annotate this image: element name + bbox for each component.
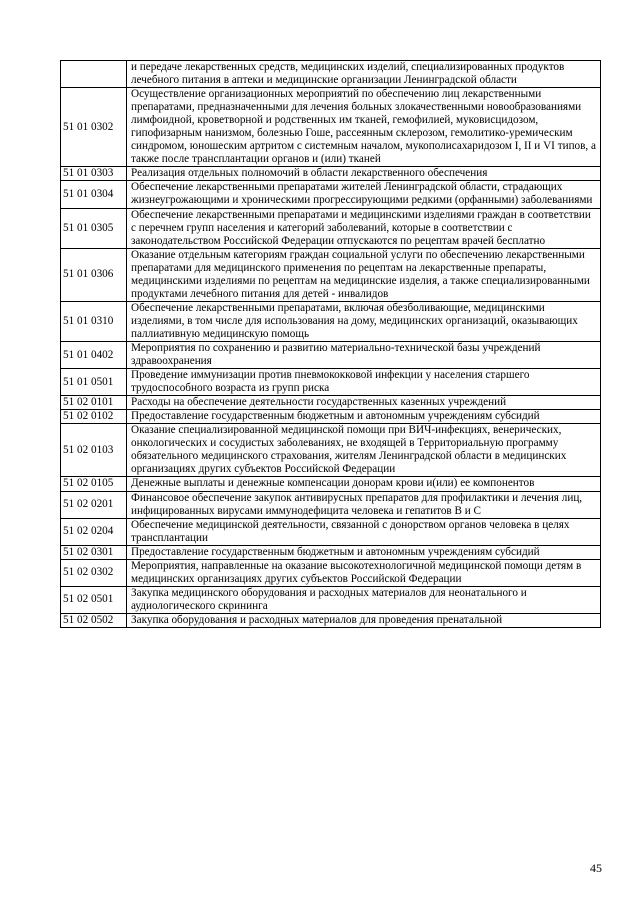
row-code: 51 02 0302 bbox=[61, 559, 127, 586]
row-description: Обеспечение медицинской деятельности, связанной с донорством органов человека в целях трансплантации bbox=[127, 518, 601, 545]
table-row bbox=[61, 181, 601, 208]
table-row bbox=[61, 613, 601, 627]
row-code: 51 02 0502 bbox=[61, 613, 127, 627]
row-code: 51 01 0306 bbox=[61, 248, 127, 301]
row-description: Обеспечение лекарственными препаратами, включая обезболивающие, медицинскими изделиями, в том числе для использования на дому, медицинских организаций, оказывающих паллиативную медицинскую помощь bbox=[127, 301, 601, 341]
row-code: 51 02 0204 bbox=[61, 518, 127, 545]
row-code: 51 02 0501 bbox=[61, 586, 127, 613]
row-description: Закупка медицинского оборудования и расходных материалов для неонатального и аудиологического скрининга bbox=[127, 586, 601, 613]
table-row bbox=[61, 61, 601, 88]
row-code: 51 02 0301 bbox=[61, 545, 127, 559]
table-body bbox=[61, 61, 601, 628]
row-code: 51 01 0402 bbox=[61, 341, 127, 368]
table-row bbox=[61, 410, 601, 424]
table-row bbox=[61, 477, 601, 491]
codes-table bbox=[60, 60, 601, 628]
row-description: и передаче лекарственных средств, медицинских изделий, специализированных продуктов лечебного питания в аптеки и медицинские организации Ленинградской области bbox=[127, 61, 601, 88]
row-description: Предоставление государственным бюджетным и автономным учреждениям субсидий bbox=[127, 410, 601, 424]
table-row bbox=[61, 518, 601, 545]
row-code bbox=[61, 61, 127, 88]
table-row bbox=[61, 88, 601, 167]
page-number: 45 bbox=[590, 861, 602, 875]
row-description: Закупка оборудования и расходных материалов для проведения пренатальной bbox=[127, 613, 601, 627]
row-description: Осуществление организационных мероприятий по обеспечению лиц лекарственными препаратами, предназначенными для лечения больных злокачественными новообразованиями лимфоидной, кроветворной и родственных им тканей, гемофилией, муковисцидозом, гипофизарным нанизмом, болезнью Гоше, рассеянным склерозом, гемолитико-уремическим синдромом, юношеским артритом с системным началом, мукополисахаридозом I, II и VI типов, а также после трансплантации органов и (или) тканей bbox=[127, 88, 601, 167]
table-row bbox=[61, 586, 601, 613]
table-row bbox=[61, 491, 601, 518]
row-description: Предоставление государственным бюджетным и автономным учреждениям субсидий bbox=[127, 545, 601, 559]
table-row bbox=[61, 167, 601, 181]
row-description: Обеспечение лекарственными препаратами и медицинскими изделиями граждан в соответствии с перечнем групп населения и категорий заболеваний, которые в соответствии с законодательством Российской Федерации отпускаются по рецептам врачей бесплатно bbox=[127, 208, 601, 248]
table-row bbox=[61, 369, 601, 396]
row-code: 51 01 0302 bbox=[61, 88, 127, 167]
row-code: 51 02 0105 bbox=[61, 477, 127, 491]
row-code: 51 01 0501 bbox=[61, 369, 127, 396]
table-row bbox=[61, 301, 601, 341]
row-code: 51 02 0103 bbox=[61, 424, 127, 477]
table-row bbox=[61, 341, 601, 368]
row-code: 51 01 0303 bbox=[61, 167, 127, 181]
row-description: Мероприятия по сохранению и развитию материально-технической базы учреждений здравоохранения bbox=[127, 341, 601, 368]
row-description: Оказание специализированной медицинской помощи при ВИЧ-инфекциях, венерических, онкологических и сосудистых заболеваниях, не входящей в Территориальную программу обязательного медицинского страхования, жителям Ленинградской области в медицинских организациях других субъектов Российской Федерации bbox=[127, 424, 601, 477]
row-code: 51 01 0304 bbox=[61, 181, 127, 208]
table-row bbox=[61, 396, 601, 410]
table-row bbox=[61, 208, 601, 248]
row-code: 51 01 0305 bbox=[61, 208, 127, 248]
row-description: Денежные выплаты и денежные компенсации донорам крови и(или) ее компонентов bbox=[127, 477, 601, 491]
row-description: Оказание отдельным категориям граждан социальной услуги по обеспечению лекарственными препаратами для медицинского применения по рецептам на лекарственные препараты, медицинскими изделиями по рецептам на медицинские изделия, а также специализированными продуктами лечебного питания для детей - инвалидов bbox=[127, 248, 601, 301]
table-row bbox=[61, 424, 601, 477]
table-row bbox=[61, 248, 601, 301]
row-description: Проведение иммунизации против пневмококковой инфекции у населения старшего трудоспособного возраста из групп риска bbox=[127, 369, 601, 396]
table-row bbox=[61, 545, 601, 559]
table-row bbox=[61, 559, 601, 586]
row-description: Финансовое обеспечение закупок антивирусных препаратов для профилактики и лечения лиц, инфицированных вирусами иммунодефицита человека и гепатитов B и C bbox=[127, 491, 601, 518]
row-code: 51 02 0102 bbox=[61, 410, 127, 424]
row-description: Расходы на обеспечение деятельности государственных казенных учреждений bbox=[127, 396, 601, 410]
row-description: Мероприятия, направленные на оказание высокотехнологичной медицинской помощи детям в медицинских организациях других субъектов Российской Федерации bbox=[127, 559, 601, 586]
row-code: 51 02 0101 bbox=[61, 396, 127, 410]
row-code: 51 01 0310 bbox=[61, 301, 127, 341]
row-description: Реализация отдельных полномочий в области лекарственного обеспечения bbox=[127, 167, 601, 181]
row-code: 51 02 0201 bbox=[61, 491, 127, 518]
budget-code-table bbox=[60, 60, 600, 628]
row-description: Обеспечение лекарственными препаратами жителей Ленинградской области, страдающих жизнеугрожающими и хроническими прогрессирующими редкими (орфанными) заболеваниями bbox=[127, 181, 601, 208]
